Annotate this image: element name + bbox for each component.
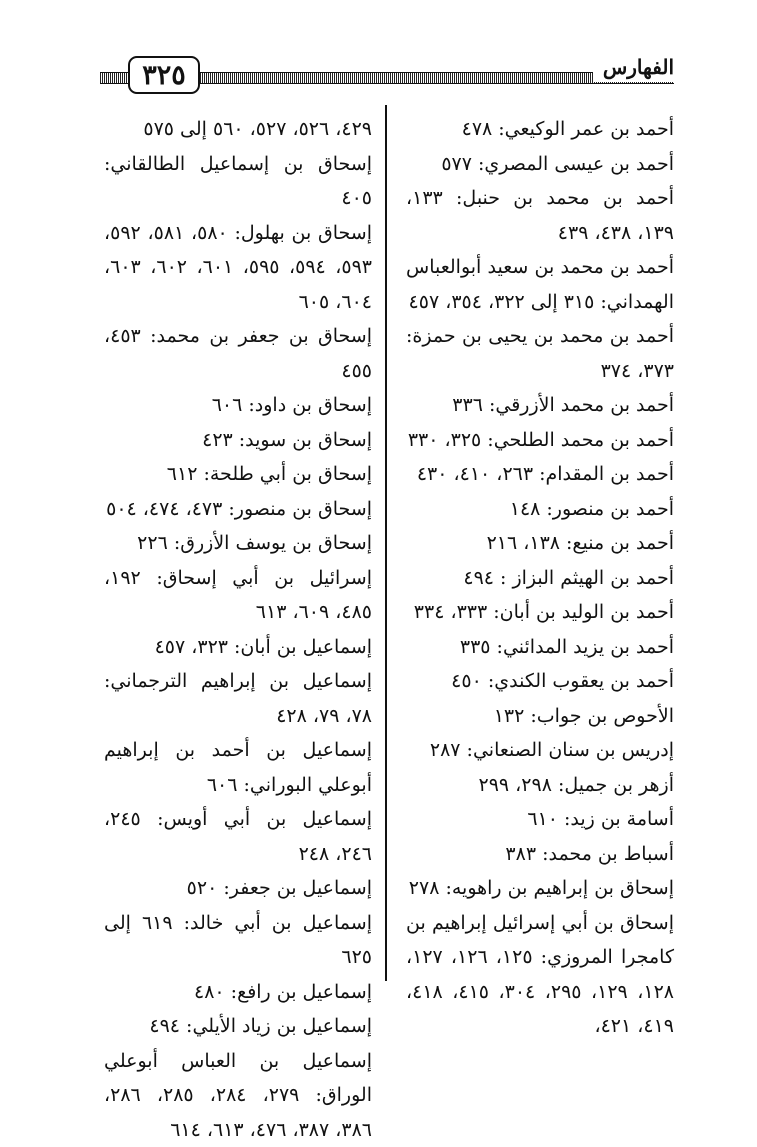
index-entry: إسماعيل بن أبي أويس: ٢٤٥، ٢٤٦، ٢٤٨ — [104, 802, 372, 871]
index-entry: إسحاق بن إبراهيم بن راهويه: ٢٧٨ — [406, 871, 674, 906]
page-header — [100, 52, 674, 98]
page-number: ٣٢٥ — [142, 60, 186, 91]
index-entry: أزهر بن جميل: ٢٩٨، ٢٩٩ — [406, 768, 674, 803]
index-entry: أحمد بن عمر الوكيعي: ٤٧٨ — [406, 112, 674, 147]
index-entry: أحمد بن الهيثم البزاز : ٤٩٤ — [406, 561, 674, 596]
index-entry: إسحاق بن أبي إسرائيل إبراهيم بن كامجرا المروزي: ١٢٥، ١٢٦، ١٢٧، ١٢٨، ١٢٩، ٢٩٥، ٣٠٤، ٤١٥، ٤١٨، ٤١٩، ٤٢١، — [406, 906, 674, 1044]
index-entry: إسحاق بن جعفر بن محمد: ٤٥٣، ٤٥٥ — [104, 319, 372, 388]
index-entry: إسحاق بن يوسف الأزرق: ٢٢٦ — [104, 526, 372, 561]
index-entry: أحمد بن محمد بن يحيى بن حمزة: ٣٧٣، ٣٧٤ — [406, 319, 674, 388]
index-entry: إسماعيل بن رافع: ٤٨٠ — [104, 975, 372, 1010]
index-entry: أحمد بن محمد بن حنبل: ١٣٣، ١٣٩، ٤٣٨، ٤٣٩ — [406, 181, 674, 250]
index-column-right — [406, 112, 674, 1044]
index-entry: أحمد بن محمد بن سعيد أبوالعباس الهمداني: ٣١٥ إلى ٣٢٢، ٣٥٤، ٤٥٧ — [406, 250, 674, 319]
index-entry: إسحاق بن داود: ٦٠٦ — [104, 388, 372, 423]
index-entry: إسحاق بن أبي طلحة: ٦١٢ — [104, 457, 372, 492]
column-divider — [385, 105, 387, 981]
index-column-left — [104, 112, 372, 1147]
index-entry: إسماعيل بن إبراهيم الترجماني: ٧٨، ٧٩، ٤٢٨ — [104, 664, 372, 733]
index-entry: إسحاق بن سويد: ٤٢٣ — [104, 423, 372, 458]
index-entry-continued: ٤٢٩، ٥٢٦، ٥٢٧، ٥٦٠ إلى ٥٧٥ — [104, 112, 372, 147]
section-title: الفهارس — [593, 52, 674, 82]
index-entry: إسماعيل بن جعفر: ٥٢٠ — [104, 871, 372, 906]
index-entry: إسماعيل بن أبان: ٣٢٣، ٤٥٧ — [104, 630, 372, 665]
index-entry: إدريس بن سنان الصنعاني: ٢٨٧ — [406, 733, 674, 768]
index-entry: أحمد بن محمد الأزرقي: ٣٣٦ — [406, 388, 674, 423]
index-entry: إسماعيل بن أحمد بن إبراهيم أبوعلي البوراني: ٦٠٦ — [104, 733, 372, 802]
index-entry: أحمد بن محمد الطلحي: ٣٢٥، ٣٣٠ — [406, 423, 674, 458]
index-entry: أحمد بن الوليد بن أبان: ٣٣٣، ٣٣٤ — [406, 595, 674, 630]
index-entry: إسماعيل بن العباس أبوعلي الوراق: ٢٧٩، ٢٨٤، ٢٨٥، ٢٨٦، ٣٨٦، ٣٨٧، ٤٧٦، ٦١٣، ٦١٤ — [104, 1044, 372, 1147]
index-entry: أحمد بن منيع: ١٣٨، ٢١٦ — [406, 526, 674, 561]
index-entry: الأحوص بن جواب: ١٣٢ — [406, 699, 674, 734]
index-entry: أسباط بن محمد: ٣٨٣ — [406, 837, 674, 872]
index-entry: أحمد بن يزيد المدائني: ٣٣٥ — [406, 630, 674, 665]
index-entry: إسماعيل بن زياد الأيلي: ٤٩٤ — [104, 1009, 372, 1044]
index-entry: إسحاق بن إسماعيل الطالقاني: ٤٠٥ — [104, 147, 372, 216]
index-entry: أحمد بن المقدام: ٢٦٣، ٤١٠، ٤٣٠ — [406, 457, 674, 492]
index-entry: إسحاق بن منصور: ٤٧٣، ٤٧٤، ٥٠٤ — [104, 492, 372, 527]
index-entry: إسرائيل بن أبي إسحاق: ١٩٢، ٤٨٥، ٦٠٩، ٦١٣ — [104, 561, 372, 630]
index-entry: أحمد بن عيسى المصري: ٥٧٧ — [406, 147, 674, 182]
index-entry: إسماعيل بن أبي خالد: ٦١٩ إلى ٦٢٥ — [104, 906, 372, 975]
index-entry: إسحاق بن بهلول: ٥٨٠، ٥٨١، ٥٩٢، ٥٩٣، ٥٩٤، ٥٩٥، ٦٠١، ٦٠٢، ٦٠٣، ٦٠٤، ٦٠٥ — [104, 216, 372, 320]
index-entry: أسامة بن زيد: ٦١٠ — [406, 802, 674, 837]
page-number-box — [128, 56, 200, 94]
index-entry: أحمد بن منصور: ١٤٨ — [406, 492, 674, 527]
index-entry: أحمد بن يعقوب الكندي: ٤٥٠ — [406, 664, 674, 699]
